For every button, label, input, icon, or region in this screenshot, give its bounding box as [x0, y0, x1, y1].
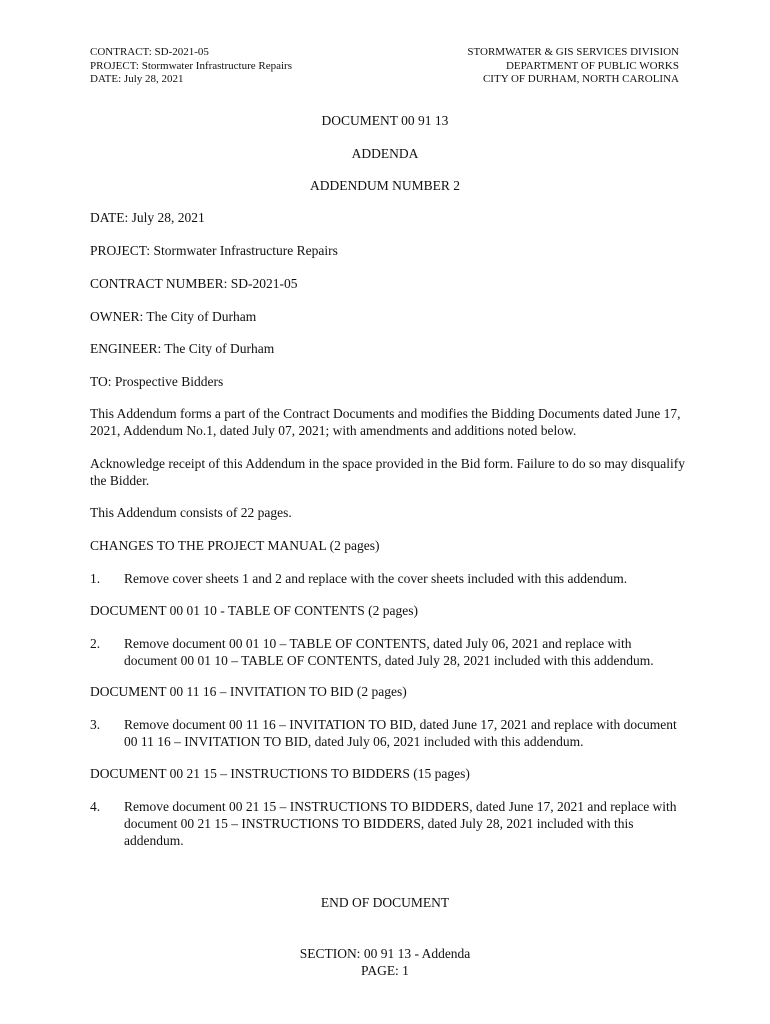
header-right-block	[467, 46, 679, 87]
field-date: DATE: July 28, 2021	[90, 210, 205, 225]
item-text: Remove document 00 01 10 – TABLE OF CONTENTS, dated July 06, 2021 and replace with document 00 01 10 – TABLE OF CONTENTS, dated July 28, 2021 included with this addendum.	[124, 636, 654, 668]
footer-page-number: PAGE: 1	[361, 963, 409, 978]
page-footer	[0, 945, 770, 979]
field-engineer: ENGINEER: The City of Durham	[90, 341, 275, 356]
section-heading: DOCUMENT 00 01 10 - TABLE OF CONTENTS (2 pages)	[90, 603, 419, 618]
addendum-number-title: ADDENDUM NUMBER 2	[309, 178, 460, 193]
field-to: TO: Prospective Bidders	[90, 374, 224, 389]
item-number: 1.	[90, 571, 101, 586]
header-contract: CONTRACT: SD-2021-05	[90, 46, 209, 58]
header-department: DEPARTMENT OF PUBLIC WORKS	[505, 59, 679, 72]
header-division: STORMWATER & GIS SERVICES DIVISION	[467, 46, 679, 58]
section-heading: CHANGES TO THE PROJECT MANUAL (2 pages)	[90, 538, 380, 553]
header-city: CITY OF DURHAM, NORTH CAROLINA	[482, 73, 679, 85]
item-number: 4.	[90, 799, 101, 814]
header-project: PROJECT: Stormwater Infrastructure Repairs	[90, 59, 292, 72]
item-text: Remove document 00 11 16 – INVITATION TO BID, dated June 17, 2021 and replace with document 00 11 16 – INVITATION TO BID, dated July 06, 2021 included with this addendum.	[124, 717, 677, 749]
page-count-paragraph: This Addendum consists of 22 pages.	[90, 505, 292, 520]
item-text: Remove cover sheets 1 and 2 and replace with the cover sheets included with this addendum.	[124, 571, 628, 586]
end-of-document: END OF DOCUMENT	[320, 895, 450, 910]
field-contract-number: CONTRACT NUMBER: SD-2021-05	[90, 276, 298, 291]
field-project: PROJECT: Stormwater Infrastructure Repairs	[90, 243, 338, 258]
item-text: Remove document 00 21 15 – INSTRUCTIONS TO BIDDERS, dated June 17, 2021 and replace with document 00 21 15 – INSTRUCTIONS TO BIDDERS, dated July 28, 2021 included with this addendum.	[124, 799, 677, 848]
section-heading: DOCUMENT 00 21 15 – INSTRUCTIONS TO BIDDERS (15 pages)	[90, 766, 470, 781]
document-title: DOCUMENT 00 91 13	[321, 113, 449, 128]
item-number: 2.	[90, 636, 101, 651]
intro-paragraph: This Addendum forms a part of the Contract Documents and modifies the Bidding Documents dated June 17, 2021, Addendum No.1, dated July 07, 2021; with amendments and additions noted below.	[90, 406, 681, 438]
addenda-title: ADDENDA	[351, 146, 419, 161]
acknowledge-paragraph: Acknowledge receipt of this Addendum in the space provided in the Bid form. Failure to do so may disqualify the Bidder.	[90, 456, 686, 488]
header-left-block	[90, 46, 292, 87]
section-heading: DOCUMENT 00 11 16 – INVITATION TO BID (2 pages)	[90, 684, 407, 699]
header-date: DATE: July 28, 2021	[90, 73, 184, 85]
field-owner: OWNER: The City of Durham	[90, 309, 257, 324]
footer-section: SECTION: 00 91 13 - Addenda	[299, 946, 471, 961]
item-number: 3.	[90, 717, 101, 732]
